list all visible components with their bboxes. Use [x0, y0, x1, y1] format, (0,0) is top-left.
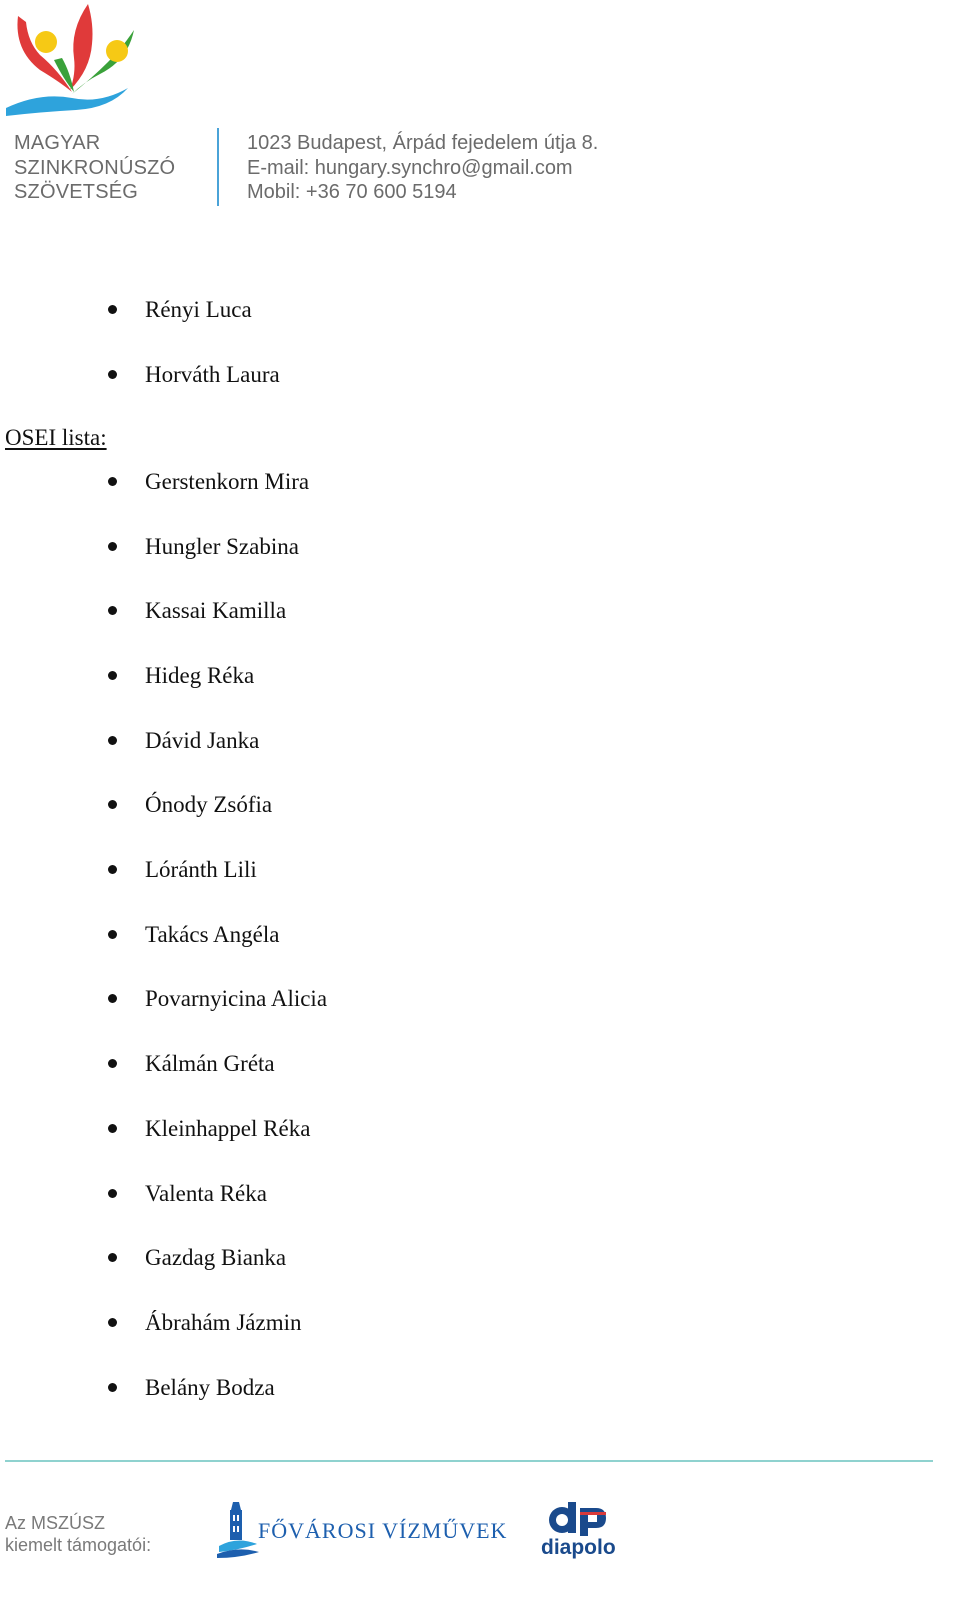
org-name-line: SZÖVETSÉG [14, 181, 139, 203]
bullet-icon [108, 736, 117, 745]
bullet-icon [108, 1189, 117, 1198]
org-name-line: SZINKRONÚSZÓ [14, 156, 176, 179]
section-heading: OSEI lista: [5, 425, 107, 450]
sponsor-vizmuvek: FŐVÁROSI VÍZMŰVEK [258, 1518, 508, 1543]
bullet-icon [108, 671, 117, 680]
bullet-icon [108, 1059, 117, 1068]
bullet-icon [108, 1383, 117, 1392]
contact-block [247, 131, 598, 205]
bullet-icon [108, 370, 117, 379]
footer-divider [5, 1460, 933, 1462]
contact-address: 1023 Budapest, Árpád fejedelem útja 8. [247, 132, 599, 154]
sponsor-label-line: Az MSZÚSZ [5, 1513, 106, 1533]
contact-phone: Mobil: +36 70 600 5194 [247, 181, 457, 203]
sponsor-diapolo: diapolo [541, 1536, 616, 1559]
org-name-line: MAGYAR [14, 132, 101, 154]
bullet-icon [108, 1124, 117, 1133]
bullet-icon [108, 800, 117, 809]
header-divider [217, 128, 219, 206]
org-name [14, 131, 175, 205]
sponsor-label [5, 1512, 151, 1556]
bullet-icon [108, 930, 117, 939]
bullet-icon [108, 994, 117, 1003]
bullet-icon [108, 606, 117, 615]
msz-logo [0, 0, 140, 125]
bullet-icon [108, 1253, 117, 1262]
sponsor-label-line: kiemelt támogatói: [5, 1535, 152, 1555]
bullet-icon [108, 865, 117, 874]
bullet-icon [108, 542, 117, 551]
bullet-icon [108, 477, 117, 486]
bullet-icon [108, 1318, 117, 1327]
contact-email[interactable]: E-mail: hungary.synchro@gmail.com [247, 156, 573, 179]
bullet-icon [108, 305, 117, 314]
